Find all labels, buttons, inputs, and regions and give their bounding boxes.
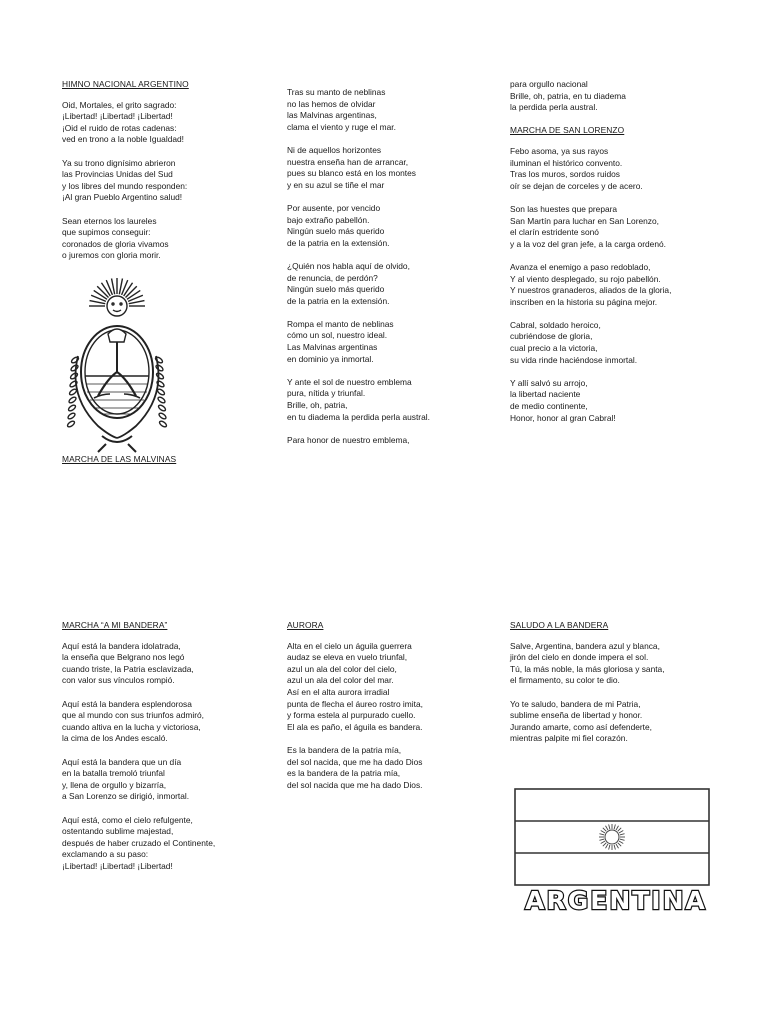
malvinas-lyrics	[287, 87, 487, 446]
lyric-line: audaz se eleva en vuelo triunfal,	[287, 652, 408, 663]
lyric-line: la enseña que Belgrano nos legó	[62, 652, 185, 663]
stanza	[287, 745, 497, 791]
lyric-line: y, llena de orgullo y bizarría,	[62, 779, 167, 790]
lyric-line: no las hemos de olvidar	[287, 98, 376, 109]
stanza	[62, 158, 262, 204]
lyric-line: Rompa el manto de neblinas	[287, 318, 394, 329]
lyric-line: azul un ala del color del mar.	[287, 675, 394, 686]
stanza	[510, 699, 720, 745]
lyric-line: Ningún suelo más querido	[287, 226, 385, 237]
stanza	[287, 319, 487, 365]
stanza	[510, 146, 720, 192]
stanza	[62, 757, 272, 803]
lyric-line: en la batalla tremoló triunfal	[62, 768, 165, 779]
lyric-line: de medio continente,	[510, 401, 588, 412]
lyric-line: Febo asoma, ya sus rayos	[510, 145, 609, 156]
lyric-line: inscriben en la historia su página mejor.	[510, 296, 658, 307]
himno-column	[62, 79, 262, 274]
lyric-line: de la patria en la extensión.	[287, 295, 390, 306]
stanza	[510, 641, 720, 687]
lyric-line: ¡Al gran Pueblo Argentino salud!	[62, 192, 183, 203]
lyric-line: Yo te saludo, bandera de mi Patria,	[510, 698, 641, 709]
lyric-line: El ala es paño, el águila es bandera.	[287, 721, 423, 732]
saludo-lyrics	[510, 641, 720, 745]
lyric-line: cuando altiva en la lucha y victoriosa,	[62, 721, 201, 732]
lyric-line: mientras palpite mi fiel corazón.	[510, 733, 628, 744]
lyric-line: de la patria en la extensión.	[287, 237, 390, 248]
lyric-line: las Malvinas argentinas,	[287, 110, 377, 121]
lyric-line: su vida rinde haciéndose inmortal.	[510, 354, 638, 365]
sun-of-may-icon	[599, 824, 625, 850]
lyric-line: exclamando a su paso:	[62, 849, 149, 860]
saludo-heading: SALUDO A LA BANDERA	[510, 620, 609, 630]
lyric-line: Así en el alta aurora irradial	[287, 686, 390, 697]
lyric-line: a San Lorenzo se dirigió, inmortal.	[62, 791, 190, 802]
lyric-line: bajo extraño pabellón.	[287, 214, 370, 225]
lyric-line: Por ausente, por vencido	[287, 202, 381, 213]
lyric-line: cubriéndose de gloria,	[510, 331, 593, 342]
lyric-line: la cima de los Andes escaló.	[62, 733, 168, 744]
lyric-line: Aquí está, como el cielo refulgente,	[62, 814, 193, 825]
lyric-line: jirón del cielo en donde impera el sol.	[510, 652, 649, 663]
mi-bandera-lyrics	[62, 641, 272, 873]
lyric-line: Y nuestros granaderos, aliados de la gloria,	[510, 285, 672, 296]
lyric-line: Brille, oh, patria, en tu diadema	[510, 90, 626, 101]
lyric-line: Cabral, soldado heroico,	[510, 319, 601, 330]
lyric-line: cual precio a la victoria,	[510, 343, 598, 354]
himno-lyrics	[62, 100, 262, 262]
lyric-line: y en su azul se tiñe el mar	[287, 179, 385, 190]
lyric-line: que al mundo con sus triunfos admiró,	[62, 710, 204, 721]
san-lorenzo-column	[510, 79, 720, 436]
lyric-line: clama el viento y ruge el mar.	[287, 121, 396, 132]
lyric-line: San Martín para luchar en San Lorenzo,	[510, 215, 659, 226]
malvinas-continuation	[510, 79, 720, 114]
argentina-title	[518, 884, 714, 916]
lyric-line: para orgullo nacional	[510, 79, 588, 89]
lyric-line: Aquí está la bandera esplendorosa	[62, 698, 192, 709]
lyric-line: Tras su manto de neblinas	[287, 87, 386, 97]
malvinas-heading: MARCHA DE LAS MALVINAS	[62, 454, 177, 464]
san-lorenzo-heading: MARCHA DE SAN LORENZO	[510, 125, 625, 136]
argentine-coat-of-arms-icon	[58, 276, 176, 454]
mi-bandera-column	[62, 620, 272, 884]
lyric-line: Ni de aquellos horizontes	[287, 144, 382, 155]
lyric-line: y a la voz del gran jefe, a la carga ordenó.	[510, 238, 666, 249]
malvinas-column	[287, 87, 487, 458]
lyric-line: Y ante el sol de nuestro emblema	[287, 376, 412, 387]
lyric-line: y forma estela al purpurado cuello.	[287, 710, 416, 721]
lyric-line: Es la bandera de la patria mía,	[287, 744, 402, 755]
stanza	[62, 815, 272, 873]
lyric-line: punta de flecha el áureo rostro imita,	[287, 698, 423, 709]
stanza	[287, 87, 487, 133]
stanza	[510, 320, 720, 366]
lyric-line: coronados de gloria vivamos	[62, 238, 169, 249]
lyric-line: ¡Libertad! ¡Libertad! ¡Libertad!	[62, 860, 173, 871]
lyric-line: o juremos con gloria morir.	[62, 250, 161, 261]
lyric-line: Honor, honor al gran Cabral!	[510, 412, 616, 423]
lyric-line: Tú, la más noble, la más gloriosa y santa,	[510, 663, 665, 674]
lyric-line: en tu diadema la perdida perla austral.	[287, 411, 430, 422]
stanza	[510, 262, 720, 308]
lyric-line: Para honor de nuestro emblema,	[287, 434, 410, 445]
lyric-line: ostentando sublime majestad,	[62, 826, 174, 837]
saludo-column	[510, 620, 720, 757]
stanza	[510, 204, 720, 250]
lyric-line: es la bandera de la patria mía,	[287, 768, 401, 779]
lyric-line: Y al viento desplegado, su rojo pabellón.	[510, 273, 661, 284]
lyric-line: cuando triste, la Patria esclavizada,	[62, 663, 194, 674]
stanza	[287, 435, 487, 447]
stanza	[510, 378, 720, 424]
argentine-flag-icon	[513, 787, 711, 887]
aurora-heading: AURORA	[287, 620, 324, 630]
lyric-line: sublime enseña de libertad y honor.	[510, 710, 643, 721]
stanza	[62, 100, 262, 146]
lyric-line: Y allí salvó su arrojo,	[510, 377, 588, 388]
stanza	[287, 377, 487, 423]
himno-heading: HIMNO NACIONAL ARGENTINO	[62, 79, 189, 89]
lyric-line: azul un ala del color del cielo,	[287, 663, 397, 674]
aurora-column	[287, 620, 497, 803]
stanza	[287, 203, 487, 249]
stanza	[62, 216, 262, 262]
lyric-line: iluminan el histórico convento.	[510, 157, 623, 168]
lyric-line: Brille, oh, patria,	[287, 400, 348, 411]
lyric-line: del sol nacida, que me ha dado Dios	[287, 756, 423, 767]
lyric-line: el firmamento, su color te dio.	[510, 675, 620, 686]
lyric-line: Aquí está la bandera que un día	[62, 756, 182, 767]
lyric-line: después de haber cruzado el Continente,	[62, 837, 216, 848]
lyric-line: oír se dejan de corceles y de acero.	[510, 180, 643, 191]
lyric-line: Aquí está la bandera idolatrada,	[62, 640, 181, 651]
lyric-line: el clarín estridente sonó	[510, 227, 599, 238]
lyric-line: Salve, Argentina, bandera azul y blanca,	[510, 640, 660, 651]
lyric-line: Las Malvinas argentinas	[287, 342, 378, 353]
lyric-line: ved en trono a la noble Igualdad!	[62, 134, 184, 145]
lyric-line: Ya su trono dignísimo abrieron	[62, 157, 176, 168]
lyric-line: Oid, Mortales, el grito sagrado:	[62, 99, 177, 110]
stanza	[62, 699, 272, 745]
lyric-line: Ningún suelo más querido	[287, 284, 385, 295]
stanza	[62, 641, 272, 687]
lyric-line: ¡Oid el ruido de rotas cadenas:	[62, 122, 177, 133]
argentina-word-text: ARGENTINA	[525, 886, 707, 915]
lyric-line: en dominio ya inmortal.	[287, 353, 374, 364]
lyric-line: de renuncia, de perdón?	[287, 272, 378, 283]
lyric-line: del sol nacida que me ha dado Dios.	[287, 779, 423, 790]
san-lorenzo-lyrics	[510, 146, 720, 424]
lyric-line: Tras los muros, sordos ruidos	[510, 169, 620, 180]
stanza	[287, 261, 487, 307]
lyric-line: Jurando amarte, como así defenderte,	[510, 721, 652, 732]
lyric-line: Avanza el enemigo a paso redoblado,	[510, 261, 651, 272]
lyric-line: con valor sus vínculos rompió.	[62, 675, 175, 686]
stanza	[287, 145, 487, 191]
lyric-line: ¿Quién nos habla aquí de olvido,	[287, 260, 410, 271]
lyric-line: las Provincias Unidas del Sud	[62, 169, 173, 180]
lyric-line: que supimos conseguir:	[62, 227, 151, 238]
lyric-line: la libertad naciente	[510, 389, 581, 400]
lyric-line: la perdida perla austral.	[510, 102, 598, 113]
lyric-line: pura, nítida y triunfal.	[287, 388, 366, 399]
stanza	[287, 641, 497, 734]
lyric-line: pues su blanco está en los montes	[287, 168, 416, 179]
lyric-line: ¡Libertad! ¡Libertad! ¡Libertad!	[62, 111, 173, 122]
mi-bandera-heading: MARCHA “A MI BANDERA”	[62, 620, 168, 630]
lyric-line: Son las huestes que prepara	[510, 203, 618, 214]
lyric-line: nuestra enseña han de arrancar,	[287, 156, 409, 167]
lyric-line: Alta en el cielo un águila guerrera	[287, 640, 412, 651]
lyric-line: Sean eternos los laureles	[62, 215, 157, 226]
lyric-line: cómo un sol, nuestro ideal.	[287, 330, 388, 341]
lyric-line: y los libres del mundo responden:	[62, 180, 188, 191]
aurora-lyrics	[287, 641, 497, 792]
